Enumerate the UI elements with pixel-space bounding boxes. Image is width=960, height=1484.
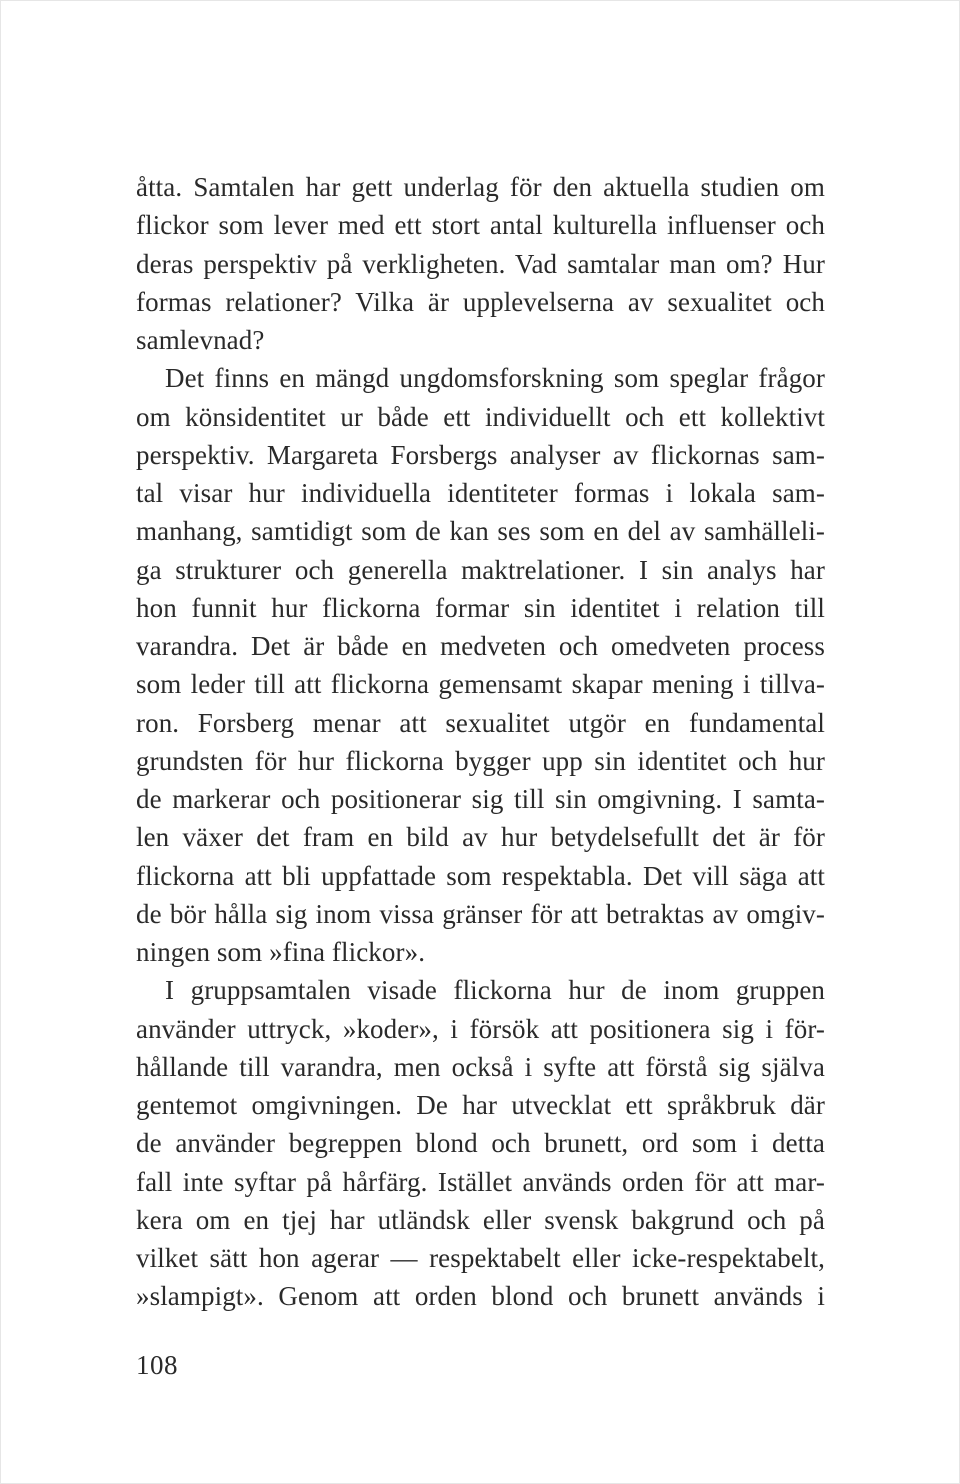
text-line: deras perspektiv på verkligheten. Vad samtalar man om? Hur (136, 248, 825, 279)
text-line: ron. Forsberg menar att sexualitet utgör en fundamental (136, 707, 825, 738)
text-line: varandra. Det är både en medveten och omedveten process (136, 631, 825, 661)
text-line: kera om en tjej har utländsk eller svensk bakgrund och på (136, 1204, 825, 1235)
body-text (136, 168, 825, 1316)
text-line: flickor som lever med ett stort antal kulturella influenser och (136, 210, 825, 241)
text-line: de bör hålla sig inom vissa gränser för att betraktas av omgiv- (136, 898, 825, 929)
text-line: använder uttryck, »koder», i försök att positionera sig i för- (136, 1013, 825, 1044)
text-line: grundsten för hur flickorna bygger upp sin identitet och hur (136, 745, 825, 776)
page-number: 108 (136, 1350, 178, 1380)
text-line: fall inte syftar på hårfärg. Istället används orden för att mar- (136, 1166, 825, 1197)
text-line: flickorna att bli uppfattade som respektabla. Det vill säga att (136, 860, 825, 891)
text-line: formas relationer? Vilka är upplevelserna av sexualitet och (136, 286, 825, 317)
text-line: åtta. Samtalen har gett underlag för den aktuella studien om (136, 172, 825, 202)
paragraph-start-line: Det finns en mängd ungdomsforskning som speglar frågor (165, 363, 825, 394)
text-line: hon funnit hur flickorna formar sin identitet i relation till (136, 592, 825, 623)
text-line: manhang, samtidigt som de kan ses som en del av samhälleli- (136, 516, 825, 547)
text-line: »slampigt». Genom att orden blond och brunett används i (136, 1281, 825, 1312)
text-line: gentemot omgivningen. De har utvecklat ett språkbruk där (136, 1090, 825, 1120)
text-line: ningen som »fina flickor». (136, 937, 426, 967)
text-line: samlevnad? (136, 325, 265, 355)
text-line: vilket sätt hon agerar — respektabelt eller icke-respektabelt, (136, 1243, 825, 1273)
text-line: len växer det fram en bild av hur betydelsefullt det är för (136, 822, 825, 853)
text-line: hållande till varandra, men också i syfte att förstå sig själva (136, 1051, 825, 1082)
text-line: de använder begreppen blond och brunett, ord som i detta (136, 1128, 825, 1159)
text-line: om könsidentitet ur både ett individuellt och ett kollektivt (136, 401, 825, 432)
text-line: ga strukturer och generella maktrelationer. I sin analys har (136, 554, 825, 585)
paragraph-start-line: I gruppsamtalen visade flickorna hur de inom gruppen (165, 975, 825, 1006)
text-line: de markerar och positionerar sig till sin omgivning. I samta- (136, 784, 825, 814)
text-line: som leder till att flickorna gemensamt skapar mening i tillva- (136, 669, 825, 700)
text-line: tal visar hur individuella identiteter formas i lokala sam- (136, 478, 825, 508)
text-line: perspektiv. Margareta Forsbergs analyser av flickornas sam- (136, 439, 825, 470)
